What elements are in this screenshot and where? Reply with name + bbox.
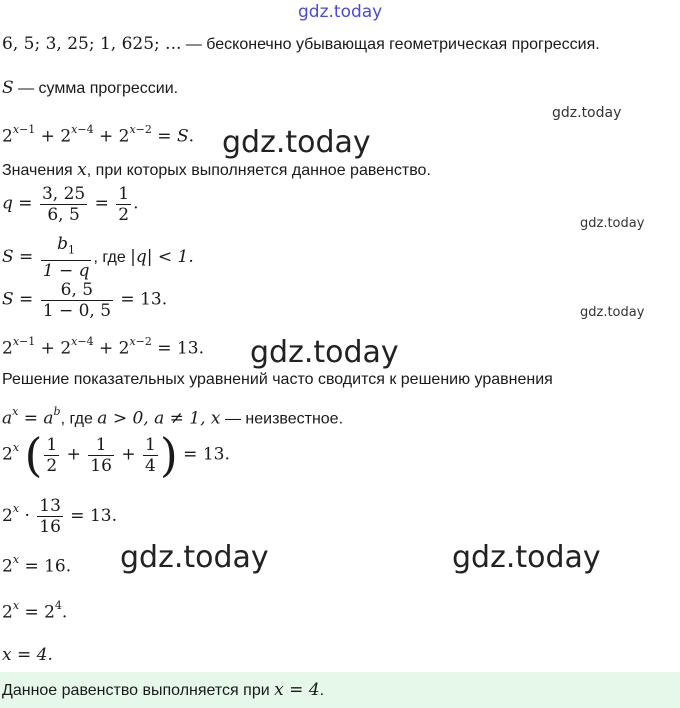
simplified-equation: $2^x$ · $\frac{13}{16}$ = 13. (2, 496, 117, 537)
watermark: gdz.today (120, 540, 269, 575)
watermark: gdz.today (580, 305, 645, 320)
watermark: gdz.today (222, 125, 371, 160)
watermark: gdz.today (580, 216, 645, 231)
watermark: gdz.today (552, 105, 622, 121)
fraction: $\frac{3, 25}{6, 5}$ (41, 184, 86, 225)
progression-statement (2, 34, 600, 55)
power-equation-base: $2^x = 2^4$. (2, 599, 68, 623)
equation-main: $2^{x-1} + 2^{x-4} + 2^{x-2} = S$. (2, 123, 195, 147)
watermark-top: gdz.today (298, 2, 383, 22)
power-equation: $2^x = 16$. (2, 553, 72, 577)
find-statement: Значения x, при которых выполняется данное равенство. (2, 160, 431, 180)
fraction: $\frac{1}{4}$ (145, 434, 156, 476)
ratio-equation: q = $\frac{3, 25}{6, 5}$ = $\frac{1}{2}$ . (2, 184, 139, 225)
answer-text: Данное равенство выполняется при x = 4. (2, 680, 325, 700)
fraction: $\frac{1}{2}$ (46, 434, 58, 476)
equation-13: $2^{x-1} + 2^{x-4} + 2^{x-2} = 13$. (2, 335, 204, 359)
solution: x = 4. (2, 645, 53, 665)
fraction: $\frac{1}{16}$ (90, 434, 112, 476)
progression-terms: 6, 5; 3, 25; 1, 625; ... (2, 34, 182, 54)
sum-value: S = $\frac{6, 5}{1 - 0, 5}$ = 13. (2, 280, 168, 321)
sum-formula: S = $\frac{b_1}{1 - q}$ , где |q| < 1. (2, 234, 194, 282)
fraction: $\frac{b_1}{1 - q}$ (42, 234, 90, 282)
theory-equation: $a^x = a^b$, где a > 0, a ≠ 1, x — неизвестное. (2, 405, 344, 429)
sum-statement (2, 78, 178, 99)
sum-description: — сумма прогрессии. (13, 80, 179, 97)
factored-equation: 2$^x$ ( $\frac{1}{2}$ + $\frac{1}{16}$ + $\frac{1}{4}$ ) = 13. (2, 428, 230, 482)
fraction: $\frac{13}{16}$ (39, 496, 61, 537)
theory-statement: Решение показательных уравнений часто сводится к решению уравнения (2, 371, 553, 388)
sum-variable: S (2, 78, 14, 98)
watermark: gdz.today (250, 335, 399, 370)
fraction: $\frac{6, 5}{1 - 0, 5}$ (42, 280, 112, 321)
progression-description: — бесконечно убывающая геометрическая прогрессия. (181, 36, 600, 53)
fraction: $\frac{1}{2}$ (118, 184, 130, 225)
watermark: gdz.today (452, 540, 601, 575)
